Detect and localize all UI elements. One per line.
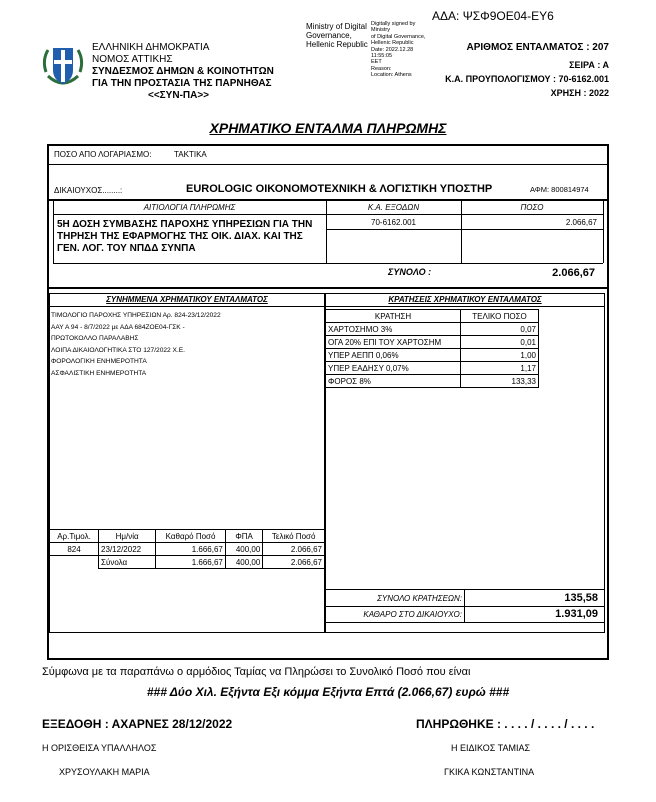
invoice-cell: 400,00 bbox=[225, 543, 262, 556]
deduction-amount: 0,07 bbox=[461, 323, 539, 336]
paid-date: ΠΛΗΡΩΘΗΚΕ : . . . . / . . . . / . . . . bbox=[416, 717, 595, 731]
total-label: ΣΥΝΟΛΟ : bbox=[388, 267, 432, 277]
list-item: ΠΡΩΤΟΚΟΛΛΟ ΠΑΡΑΛΑΒΗΣ bbox=[51, 335, 139, 343]
org-line: ΕΛΛΗΝΙΚΗ ΔΗΜΟΚΡΑΤΙΑ bbox=[92, 42, 210, 53]
deduction-name: ΥΠΕΡ ΑΕΠΠ 0,06% bbox=[326, 349, 461, 362]
org-line: ΣΥΝΔΕΣΜΟΣ ΔΗΜΩΝ & ΚΟΙΝΟΤΗΤΩΝ bbox=[92, 66, 274, 77]
attachments-header: ΣΥΝΗΜΜΕΝΑ ΧΡΗΜΑΤΙΚΟΥ ΕΝΤΑΛΜΑΤΟΣ bbox=[106, 295, 268, 304]
digital-signer: Ministry of Digital Governance, Hellenic Republic bbox=[306, 22, 368, 49]
deduction-amount: 133,33 bbox=[461, 375, 539, 388]
organization-block bbox=[92, 42, 312, 102]
signature-line: Location: Athens bbox=[371, 72, 412, 79]
total-amount: 2.066,67 bbox=[552, 267, 595, 279]
order-number: ΑΡΙΘΜΟΣ ΕΝΤΑΛΜΑΤΟΣ : 207 bbox=[466, 42, 609, 53]
deduction-amount: 1,17 bbox=[461, 362, 539, 375]
invoice-cell: 824 bbox=[50, 543, 99, 556]
ada-code: ΑΔΑ: ΨΣΦ9ΟΕ04-ΕΥ6 bbox=[432, 9, 554, 23]
list-item: ΑΑΥ Α 94 - 8/7/2022 με ΑΔΑ 684ΖΟΕ04-ΓΣΚ - bbox=[51, 323, 185, 331]
list-item: ΑΣΦΑΛΙΣΤΙΚΗ ΕΝΗΜΕΡΟΤΗΤΑ bbox=[51, 369, 147, 377]
table-row bbox=[326, 362, 539, 375]
expense-code-header: Κ.Α. ΕΞΟΔΩΝ bbox=[367, 203, 420, 212]
net-to-beneficiary-amount: 1.931,09 bbox=[555, 608, 598, 620]
series: ΣΕΙΡΑ : Α bbox=[569, 60, 609, 70]
invoice-cell: Σύνολα bbox=[99, 556, 156, 569]
table-row bbox=[50, 556, 325, 569]
deduction-amount-header: ΤΕΛΙΚΟ ΠΟΣΟ bbox=[461, 310, 539, 323]
invoice-header: Καθαρό Ποσό bbox=[156, 530, 226, 543]
table-row bbox=[50, 543, 325, 556]
invoice-cell: 400,00 bbox=[225, 556, 262, 569]
list-item: ΛΟΙΠΑ ΔΙΚΑΙΟΛΟΓΗΤΙΚΑ ΣΤΟ 127/2022 Χ.Ε. bbox=[51, 346, 186, 354]
document-title: ΧΡΗΜΑΤΙΚΟ ΕΝΤΑΛΜΑ ΠΛΗΡΩΜΗΣ bbox=[209, 120, 447, 136]
signature-line: Date: 2022.12.28 11:55:05 bbox=[371, 46, 414, 60]
left-signatory-role: Η ΟΡΙΣΘΕΙΣΑ ΥΠΑΛΛΗΛΟΣ bbox=[42, 743, 157, 753]
deductions-header: ΚΡΑΤΗΣΕΙΣ ΧΡΗΜΑΤΙΚΟΥ ΕΝΤΑΛΜΑΤΟΣ bbox=[388, 295, 542, 304]
payment-statement: Σύμφωνα με τα παραπάνω ο αρμόδιος Ταμίας να Πληρώσει το Συνολικό Ποσό που είναι bbox=[42, 666, 471, 678]
net-to-beneficiary-label: ΚΑΘΑΡΟ ΣΤΟ ΔΙΚΑΙΟΥΧΟ: bbox=[363, 610, 462, 619]
payment-reason: 5Η ΔΟΣΗ ΣΥΜΒΑΣΗΣ ΠΑΡΟΧΗΣ ΥΠΗΡΕΣΙΩΝ ΓΙΑ ΤΗΝ ΤΗΡΗΣΗ ΤΗΣ ΕΦΑΡΜΟΓΗΣ ΤΗΣ ΟΙΚ. ΔΙΑΧ. ΚΑΙ ΤΗΣ ΓΕΝ. ΛΟΓ. ΤΟΥ ΝΠΔΔ ΣΥΝΠΑ bbox=[57, 219, 313, 254]
list-item: ΤΙΜΟΛΟΓΙΟ ΠΑΡΟΧΗΣ ΥΠΗΡΕΣΙΩΝ Αρ. 824-23/12/2022 bbox=[51, 312, 221, 319]
payment-reason-header: ΑΙΤΙΟΛΟΓΙΑ ΠΛΗΡΩΜΗΣ bbox=[143, 203, 236, 212]
invoice-cell: 23/12/2022 bbox=[99, 543, 156, 556]
deduction-col-header: ΚΡΑΤΗΣΗ bbox=[326, 310, 461, 323]
signature-line: Digitally signed by Ministry bbox=[371, 21, 416, 34]
invoice-cell: 2.066,67 bbox=[263, 543, 325, 556]
deduction-name: ΟΓΑ 20% ΕΠΙ ΤΟΥ ΧΑΡΤΟΣΗΜ bbox=[326, 336, 461, 349]
signature-line: Hellenic Republic bbox=[371, 40, 414, 47]
invoice-cell: 1.666,67 bbox=[156, 543, 226, 556]
issued-at: ΕΞΕΔΟΘΗ : ΑΧΑΡΝΕΣ 28/12/2022 bbox=[42, 717, 233, 731]
org-line: <<ΣΥΝ-ΠΑ>> bbox=[148, 90, 210, 101]
right-signatory-role: Η ΕΙΔΙΚΟΣ ΤΑΜΙΑΣ bbox=[451, 743, 531, 753]
digital-signature-details bbox=[371, 21, 433, 79]
table-row bbox=[326, 323, 539, 336]
invoice-header: Τελικό Ποσό bbox=[263, 530, 325, 543]
table-row bbox=[326, 349, 539, 362]
deduction-name: ΧΑΡΤΟΣΗΜΟ 3% bbox=[326, 323, 461, 336]
right-signatory-name: ΓΚΙΚΑ ΚΩΝΣΤΑΝΤΙΝΑ bbox=[444, 767, 535, 777]
deduction-name: ΦΟΡΟΣ 8% bbox=[326, 375, 461, 388]
deduction-amount: 0,01 bbox=[461, 336, 539, 349]
signature-line: of Digital Governance, bbox=[371, 33, 426, 40]
total-deductions-amount: 135,58 bbox=[564, 592, 598, 604]
deductions-table bbox=[325, 309, 539, 388]
table-row bbox=[50, 530, 325, 543]
invoice-header: ΦΠΑ bbox=[225, 530, 262, 543]
expense-code: 70-6162.001 bbox=[371, 218, 416, 227]
deduction-name: ΥΠΕΡ ΕΑΔΗΣΥ 0,07% bbox=[326, 362, 461, 375]
signature-line: EET bbox=[371, 59, 382, 66]
table-row bbox=[326, 336, 539, 349]
deduction-amount: 1,00 bbox=[461, 349, 539, 362]
table-row bbox=[326, 375, 539, 388]
amount-header: ΠΟΣΟ bbox=[520, 203, 544, 212]
org-line: ΝΟΜΟΣ ΑΤΤΙΚΗΣ bbox=[92, 54, 173, 65]
signature-line: Reason: bbox=[371, 65, 392, 72]
invoice-header: Αρ.Τιμολ. bbox=[50, 530, 99, 543]
invoice-cell: 2.066,67 bbox=[263, 556, 325, 569]
beneficiary-afm: ΑΦΜ: 800814974 bbox=[530, 185, 589, 194]
hellenic-emblem-icon bbox=[40, 42, 86, 92]
beneficiary-label: ΔΙΚΑΙΟΥΧΟΣ........: bbox=[54, 186, 123, 195]
org-line: ΓΙΑ ΤΗΝ ΠΡΟΣΤΑΣΙΑ ΤΗΣ ΠΑΡΝΗΘΑΣ bbox=[92, 78, 272, 89]
invoices-table bbox=[49, 529, 325, 569]
account-value: ΤΑΚΤΙΚΑ bbox=[174, 150, 207, 159]
list-item: ΦΟΡΟΛΟΓΙΚΗ ΕΝΗΜΕΡΟΤΗΤΑ bbox=[51, 358, 147, 366]
account-label: ΠΟΣΟ ΑΠΟ ΛΟΓΑΡΙΑΣΜΟ: bbox=[54, 150, 152, 159]
budget-code: Κ.Α. ΠΡΟΥΠΟΛΟΓΙΣΜΟΥ : 70-6162.001 bbox=[445, 74, 609, 84]
total-deductions-label: ΣΥΝΟΛΟ ΚΡΑΤΗΣΕΩΝ: bbox=[377, 594, 462, 603]
payment-amount: 2.066,67 bbox=[565, 218, 597, 227]
amount-in-words: ### Δύο Χιλ. Εξήντα Εξι κόμμα Εξήντα Επτά (2.066,67) ευρώ ### bbox=[146, 685, 510, 699]
left-signatory-name: ΧΡΥΣΟΥΛΑΚΗ ΜΑΡΙΑ bbox=[59, 767, 150, 777]
invoice-header: Ημ/νία bbox=[99, 530, 156, 543]
attachments-list bbox=[51, 310, 221, 380]
beneficiary-name: EUROLOGIC ΟΙΚΟΝΟΜΟΤΕΧΝΙΚΗ & ΛΟΓΙΣΤΙΚΗ ΥΠΟΣΤΗΡ bbox=[186, 183, 493, 195]
invoice-cell bbox=[50, 556, 99, 569]
table-row bbox=[326, 310, 539, 323]
invoice-cell: 1.666,67 bbox=[156, 556, 226, 569]
year: ΧΡΗΣΗ : 2022 bbox=[550, 88, 609, 98]
